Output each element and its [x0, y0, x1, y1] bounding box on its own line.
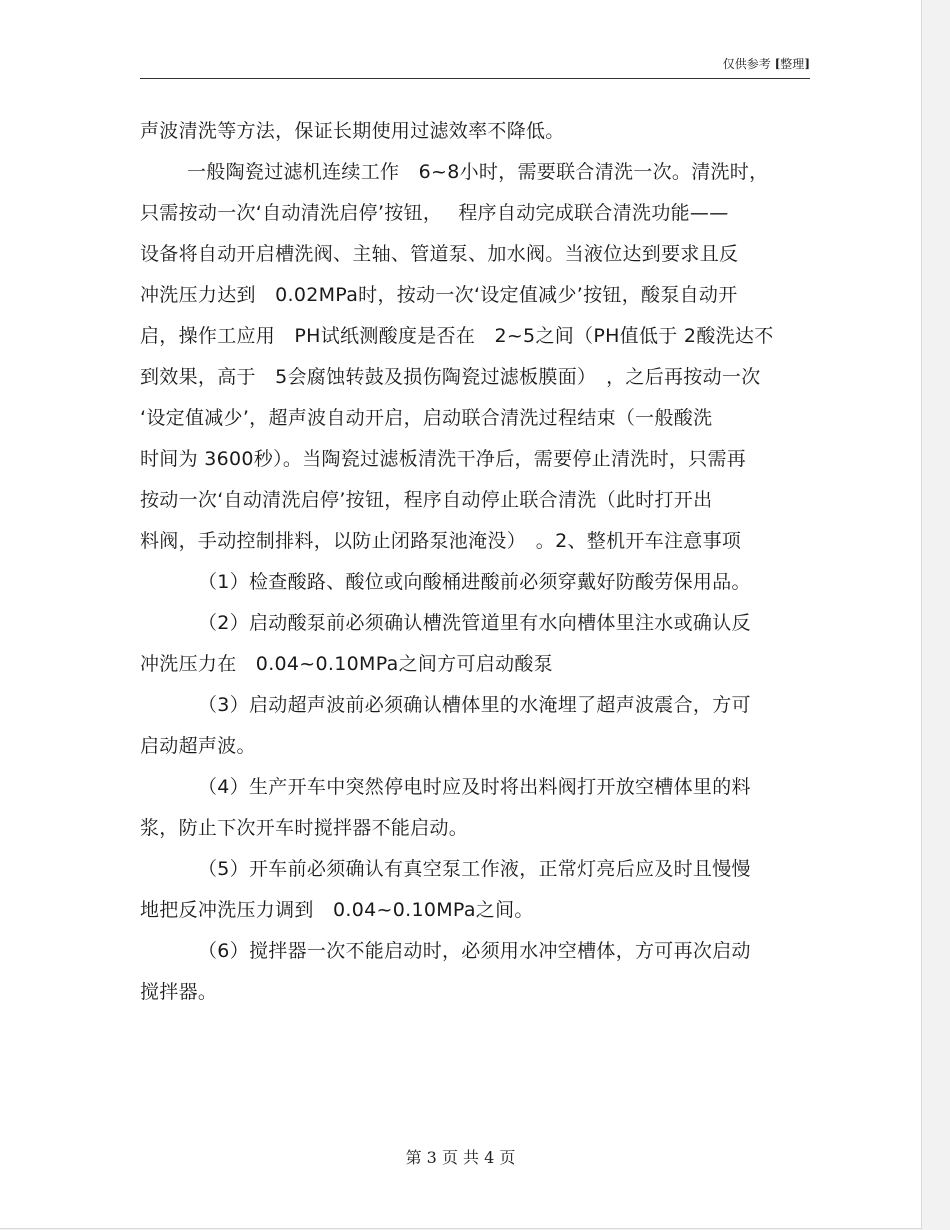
- text-line: 时间为 3600秒）。当陶瓷过滤板清洗干净后，需要停止清洗时，只需再: [140, 448, 747, 470]
- text-line: 地把反冲洗压力调到 0.04~0.10MPa之间。: [140, 899, 534, 921]
- text-line: 启，操作工应用 PH试纸测酸度是否在 2~5之间（PH值低于 2酸洗达不: [140, 325, 774, 347]
- text-line: 一般陶瓷过滤机连续工作 6~8小时，需要联合清洗一次。清洗时，: [187, 161, 769, 183]
- text-line: 料阀，手动控制排料，以防止闭路泵池淹没） 。2、整机开车注意事项: [140, 530, 742, 552]
- text-line: （4）生产开车中突然停电时应及时将出料阀打开放空槽体里的料: [198, 776, 751, 798]
- text-line: （6）搅拌器一次不能启动时，必须用水冲空槽体，方可再次启动: [198, 940, 751, 962]
- text-line: 按动一次‘自动清洗启停’按钮，程序自动停止联合清洗（此时打开出: [140, 489, 713, 511]
- text-line: （2）启动酸泵前必须确认槽洗管道里有水向槽体里注水或确认反: [198, 612, 751, 634]
- text-line: 声波清洗等方法，保证长期使用过滤效率不降低。: [140, 120, 565, 142]
- text-line: 启动超声波。: [140, 735, 256, 757]
- text-line: 只需按动一次‘自动清洗启停’按钮， 程序自动完成联合清洗功能——: [140, 202, 729, 224]
- text-line: （3）启动超声波前必须确认槽体里的水淹埋了超声波震合，方可: [198, 694, 751, 716]
- text-line: （5）开车前必须确认有真空泵工作液，正常灯亮后应及时且慢慢: [198, 858, 751, 880]
- text-line: 冲洗压力达到 0.02MPa时，按动一次‘设定值减少’按钮，酸泵自动开: [140, 284, 738, 306]
- text-line: 到效果，高于 5会腐蚀转鼓及损伤陶瓷过滤板膜面） ，之后再按动一次: [140, 366, 761, 388]
- text-line: 设备将自动开启槽洗阀、主轴、管道泵、加水阀。当液位达到要求且反: [140, 243, 739, 265]
- header-tag: 整理: [780, 57, 805, 71]
- text-line: 冲洗压力在 0.04~0.10MPa之间方可启动酸泵: [140, 653, 553, 675]
- header-text: 仅供参考: [722, 57, 771, 71]
- header-bracket-close: ]: [804, 57, 810, 71]
- text-line: 浆，防止下次开车时搅拌器不能启动。: [140, 817, 469, 839]
- page-header: [140, 54, 810, 79]
- page-footer: 第 3 页 共 4 页: [405, 1148, 516, 1167]
- text-line: （1）检查酸路、酸位或向酸桶进酸前必须穿戴好防酸劳保用品。: [198, 571, 751, 593]
- text-line: ‘设定值减少’，超声波自动开启，启动联合清洗过程结束（一般酸洗: [140, 407, 713, 429]
- text-line: 搅拌器。: [140, 981, 218, 1003]
- header-bracket-open: [: [774, 57, 781, 71]
- body-text: [140, 111, 812, 1013]
